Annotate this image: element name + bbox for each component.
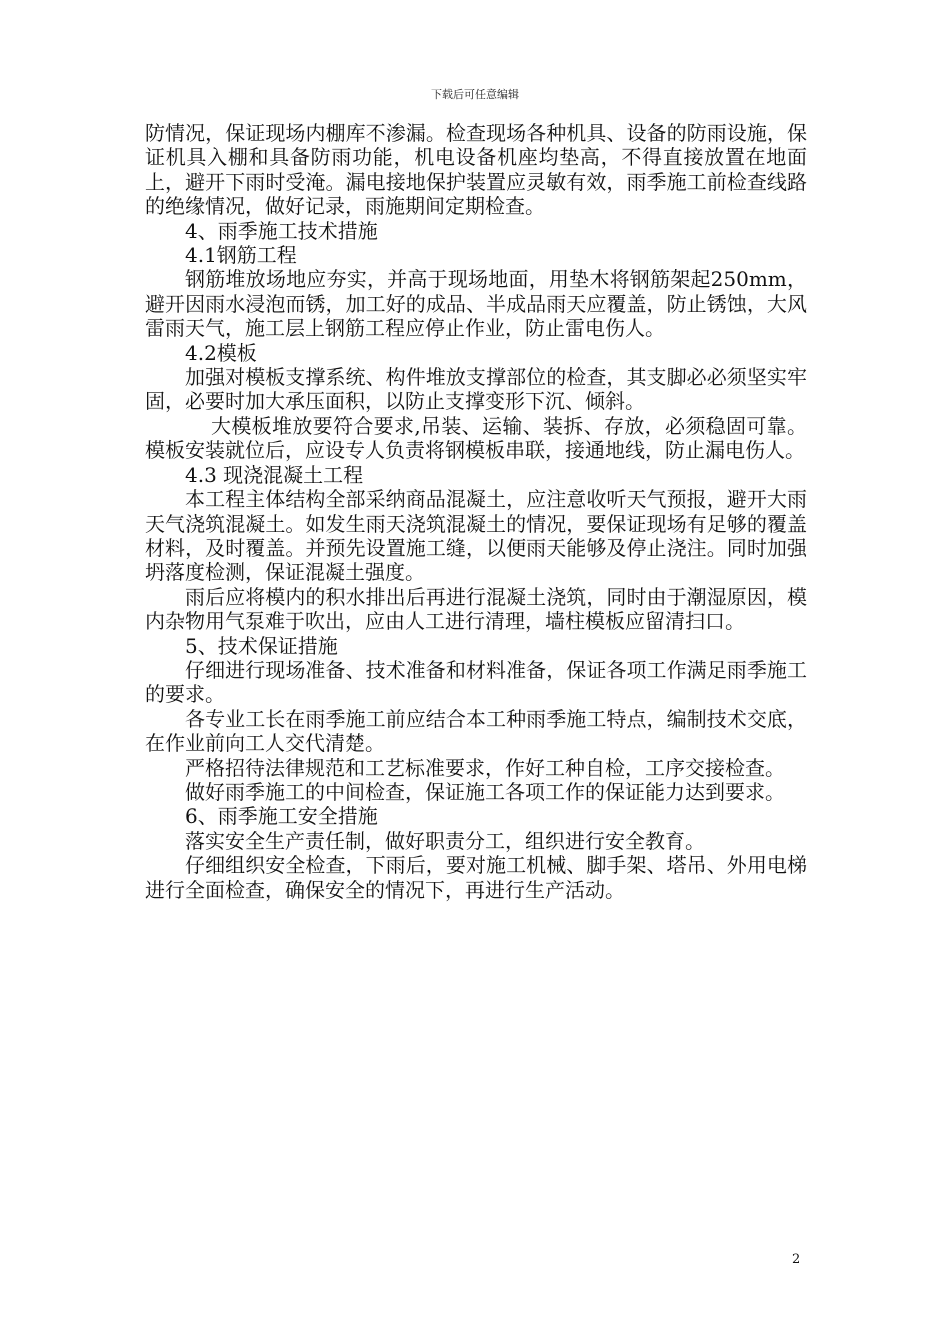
page-header: 下载后可任意编辑 [431,88,519,101]
subsection-heading-formwork: 4.2模板 [185,340,257,365]
paragraph-safety-inspection: 仔细组织安全检查，下雨后，要对施工机械、脚手架、塔吊、外用电梯进行全面检查，确保安全的情况下，再进行生产活动。 [145,853,807,902]
paragraph-preparation: 仔细进行现场准备、技术准备和材料准备，保证各项工作满足雨季施工的要求。 [145,657,807,707]
paragraph-after-rain-drainage: 雨后应将模内的积水排出后再进行混凝土浇筑，同时由于潮湿原因，模内杂物用气泵难于吹出，应由人工进行清理，墙柱模板应留清扫口。 [145,584,807,634]
section-heading-rainy-season-technical-measures: 4、雨季施工技术措施 [185,218,378,243]
paragraph-rebar-storage: 钢筋堆放场地应夯实，并高于现场地面，用垫木将钢筋架起250mm，避开因雨水浸泡而锈，加工好的成品、半成品雨天应覆盖，防止锈蚀，大风雷雨天气，施工层上钢筋工程应停止作业，防止雷电伤人。 [145,267,807,341]
paragraph-technical-disclosure: 各专业工长在雨季施工前应结合本工种雨季施工特点，编制技术交底，在作业前向工人交代清楚。 [145,706,807,756]
document-body [145,121,807,902]
paragraph-commercial-concrete: 本工程主体结构全部采纳商品混凝土，应注意收听天气预报，避开大雨天气浇筑混凝土。如发生雨天浇筑混凝土的情况，要保证现场有足够的覆盖材料，及时覆盖。并预先设置施工缝，以便雨天能够及停止浇注。同时加强坍落度检测，保证混凝土强度。 [145,487,807,585]
subsection-heading-rebar-works: 4.1钢筋工程 [185,243,297,268]
paragraph-large-formwork-storage: 大模板堆放要符合要求,吊装、运输、装拆、存放，必须稳固可靠。模板安装就位后，应设专人负责将钢模板串联，接通地线，防止漏电伤人。 [145,413,807,463]
paragraph-formwork-support-check: 加强对模板支撑系统、构件堆放支撑部位的检查，其支脚必必须坚实牢固，必要时加大承压面积，以防止支撑变形下沉、倾斜。 [145,365,807,414]
section-heading-safety-measures: 6、雨季施工安全措施 [185,804,378,829]
section-heading-technical-assurance: 5、技术保证措施 [185,633,338,658]
paragraph-safety-responsibility: 落实安全生产责任制，做好职责分工，组织进行安全教育。 [185,828,705,853]
page-number: 2 [792,1252,801,1267]
paragraph-rain-protection-continued: 防情况，保证现场内棚库不渗漏。检查现场各种机具、设备的防雨设施，保证机具入棚和具备防雨功能，机电设备机座均垫高，不得直接放置在地面上，避开下雨时受淹。漏电接地保护装置应灵敏有效，雨季施工前检查线路的绝缘情况，做好记录，雨施期间定期检查。 [145,121,807,219]
paragraph-standards-compliance: 严格招待法律规范和工艺标准要求，作好工种自检，工序交接检查。 [185,755,785,780]
paragraph-intermediate-inspection: 做好雨季施工的中间检查，保证施工各项工作的保证能力达到要求。 [185,779,785,804]
subsection-heading-cast-in-place-concrete: 4.3 现浇混凝土工程 [185,462,364,487]
